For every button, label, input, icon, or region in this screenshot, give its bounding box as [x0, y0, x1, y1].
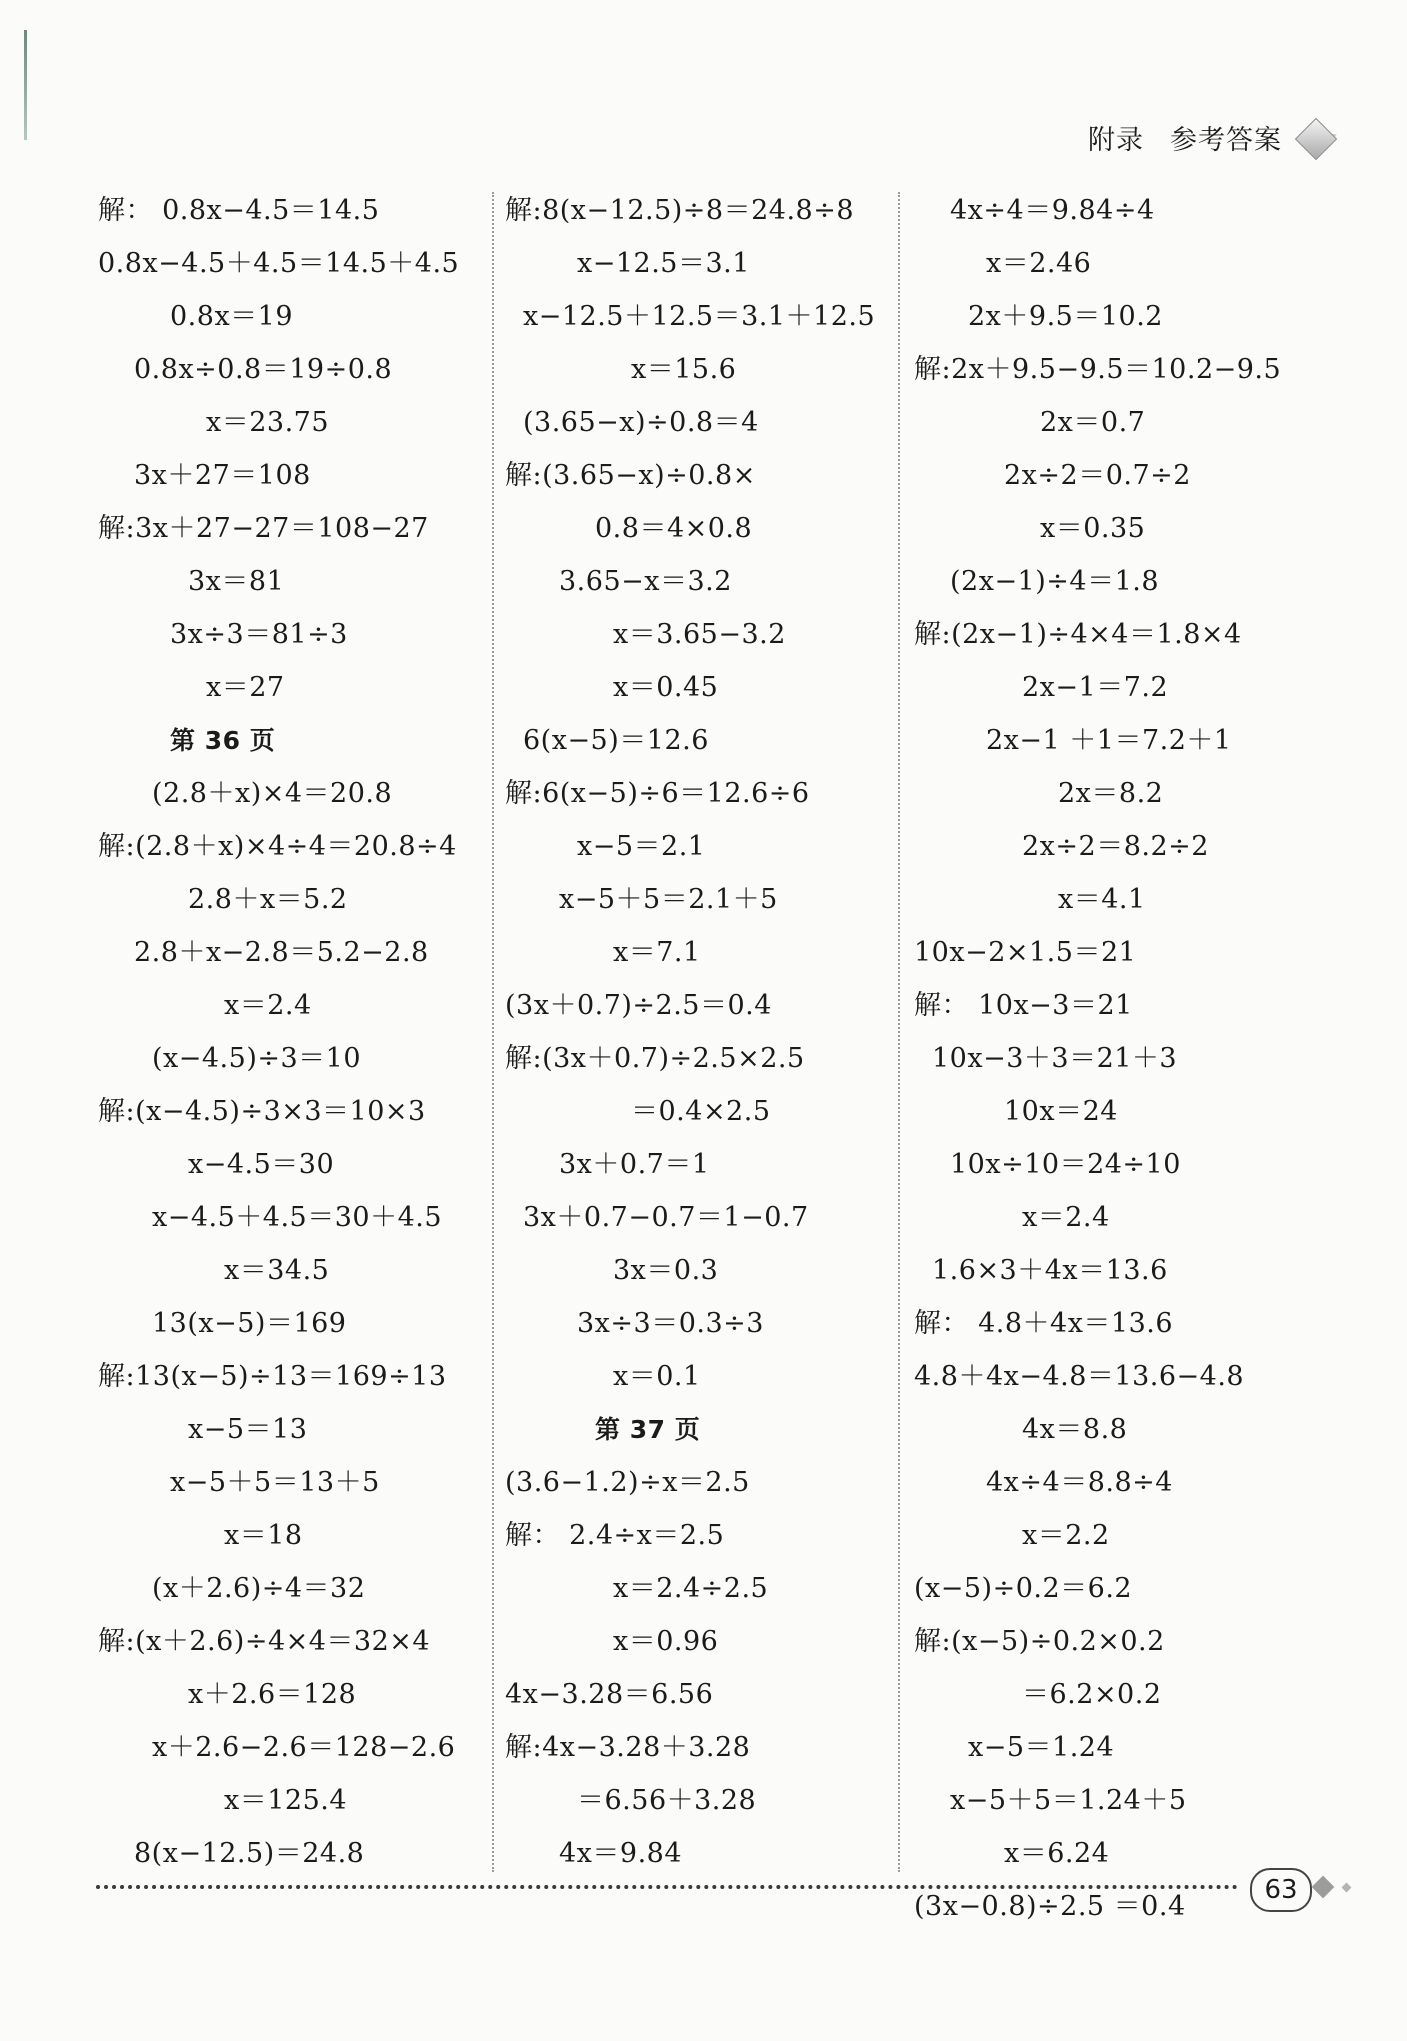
header-title: 参考答案 [1170, 125, 1282, 156]
section-heading: 第 36 页 [170, 726, 276, 755]
answer-column-2 [505, 184, 905, 1880]
equation-line: x−5＝2.1 [577, 831, 706, 862]
equation-line: (x＋2.6)÷4＝32 [152, 1573, 366, 1604]
equation-line: 10x÷10＝24÷10 [950, 1149, 1181, 1180]
column-divider [898, 192, 900, 1872]
equation-line: 10x−2×1.5＝21 [914, 937, 1137, 968]
equation-line: (3.65−x)÷0.8＝4 [523, 407, 759, 438]
equation-line: 2x＝8.2 [1058, 778, 1164, 809]
equation-line: 3x÷3＝81÷3 [170, 619, 348, 650]
equation-line: 解： 10x−3＝21 [914, 990, 1133, 1021]
equation-line: 0.8x−4.5＋4.5＝14.5＋4.5 [98, 248, 460, 279]
equation-line: x＝0.1 [613, 1361, 701, 1392]
equation-line: 2x＋9.5＝10.2 [968, 301, 1163, 332]
equation-line: 4x÷4＝8.8÷4 [986, 1467, 1173, 1498]
equation-line: 0.8＝4×0.8 [595, 513, 753, 544]
equation-line: 4.8＋4x−4.8＝13.6−4.8 [914, 1361, 1245, 1392]
equation-line: 解:6(x−5)÷6＝12.6÷6 [505, 778, 810, 809]
equation-line: x＝7.1 [613, 937, 701, 968]
equation-line: (x−5)÷0.2＝6.2 [914, 1573, 1133, 1604]
page-badge-dot-icon [1342, 1883, 1352, 1893]
equation-line: 4x−3.28＝6.56 [505, 1679, 714, 1710]
equation-line: x−5＋5＝1.24＋5 [950, 1785, 1187, 1816]
equation-line: 3x＋27＝108 [134, 460, 311, 491]
header-section: 附录 [1088, 125, 1144, 156]
equation-line: 解:3x＋27−27＝108−27 [98, 513, 429, 544]
equation-line: x＝0.96 [613, 1626, 719, 1657]
equation-line: (3.6−1.2)÷x＝2.5 [505, 1467, 750, 1498]
equation-line: 解： 2.4÷x＝2.5 [505, 1520, 725, 1551]
scan-edge [24, 30, 27, 140]
equation-line: x＝23.75 [206, 407, 330, 438]
equation-line: x−4.5＋4.5＝30＋4.5 [152, 1202, 443, 1233]
equation-line: 8(x−12.5)＝24.8 [134, 1838, 365, 1869]
equation-line: (2.8＋x)×4＝20.8 [152, 778, 393, 809]
equation-line: x＝2.2 [1022, 1520, 1110, 1551]
equation-line: 解:(2.8＋x)×4÷4＝20.8÷4 [98, 831, 457, 862]
equation-line: x＝18 [224, 1520, 303, 1551]
equation-line: 3x＋0.7＝1 [559, 1149, 710, 1180]
equation-line: 10x−3＋3＝21＋3 [932, 1043, 1178, 1074]
equation-line: 4x＝9.84 [559, 1838, 683, 1869]
equation-line: 解:(x−4.5)÷3×3＝10×3 [98, 1096, 426, 1127]
equation-line: 10x＝24 [1004, 1096, 1118, 1127]
equation-line: 解： 0.8x−4.5＝14.5 [98, 195, 380, 226]
equation-line: 6(x−5)＝12.6 [523, 725, 709, 756]
equation-line: 3x÷3＝0.3÷3 [577, 1308, 764, 1339]
equation-line: (2x−1)÷4＝1.8 [950, 566, 1160, 597]
equation-line: 解:(x＋2.6)÷4×4＝32×4 [98, 1626, 431, 1657]
equation-line: 解:(2x−1)÷4×4＝1.8×4 [914, 619, 1242, 650]
equation-line: 3x＋0.7−0.7＝1−0.7 [523, 1202, 809, 1233]
equation-line: 2.8＋x＝5.2 [188, 884, 348, 915]
equation-line: x＋2.6＝128 [188, 1679, 357, 1710]
equation-line: x＝34.5 [224, 1255, 330, 1286]
header-diamond-icon [1295, 118, 1337, 160]
equation-line: 4x＝8.8 [1022, 1414, 1128, 1445]
answer-column-1 [98, 184, 498, 1880]
page-badge-diamond-icon [1312, 1876, 1335, 1899]
equation-line: x＝15.6 [631, 354, 737, 385]
page-header [1088, 118, 1282, 157]
equation-line: 3x＝0.3 [613, 1255, 719, 1286]
equation-line: 解:(x−5)÷0.2×0.2 [914, 1626, 1165, 1657]
equation-line: 2.8＋x−2.8＝5.2−2.8 [134, 937, 429, 968]
equation-line: 解:13(x−5)÷13＝169÷13 [98, 1361, 447, 1392]
equation-line: ＝0.4×2.5 [631, 1096, 771, 1127]
equation-line: x＝125.4 [224, 1785, 348, 1816]
equation-line: 解:2x＋9.5−9.5＝10.2−9.5 [914, 354, 1282, 385]
equation-line: 13(x−5)＝169 [152, 1308, 347, 1339]
equation-line: x＝3.65−3.2 [613, 619, 786, 650]
equation-line: 2x÷2＝0.7÷2 [1004, 460, 1191, 491]
equation-line: 解:(3.65−x)÷0.8× [505, 460, 756, 491]
equation-line: x＝2.4 [224, 990, 312, 1021]
equation-line: x＝2.4÷2.5 [613, 1573, 769, 1604]
equation-line: x＝6.24 [1004, 1838, 1110, 1869]
equation-line: 2x＝0.7 [1040, 407, 1146, 438]
equation-line: x−5＋5＝13＋5 [170, 1467, 380, 1498]
equation-line: x＝2.4 [1022, 1202, 1110, 1233]
equation-line: x−5＋5＝2.1＋5 [559, 884, 778, 915]
equation-line: 4x÷4＝9.84÷4 [950, 195, 1155, 226]
equation-line: (3x−0.8)÷2.5 ＝0.4 [914, 1891, 1186, 1922]
equation-line: x＝27 [206, 672, 285, 703]
equation-line: 解:4x−3.28＋3.28 [505, 1732, 751, 1763]
equation-line: x−5＝13 [188, 1414, 308, 1445]
equation-line: 0.8x＝19 [170, 301, 294, 332]
equation-line: x−12.5＋12.5＝3.1＋12.5 [523, 301, 876, 332]
equation-line: x＋2.6−2.6＝128−2.6 [152, 1732, 456, 1763]
equation-line: 3x＝81 [188, 566, 285, 597]
equation-line: x＝0.45 [613, 672, 719, 703]
page-number: 63 [1250, 1868, 1312, 1912]
equation-line: ＝6.56＋3.28 [577, 1785, 757, 1816]
equation-line: 2x−1＝7.2 [1022, 672, 1169, 703]
section-heading: 第 37 页 [595, 1415, 701, 1444]
answer-column-3 [914, 184, 1314, 1933]
equation-line: 0.8x÷0.8＝19÷0.8 [134, 354, 393, 385]
footer-dotted-rule [96, 1885, 1238, 1889]
equation-line: ＝6.2×0.2 [1022, 1679, 1162, 1710]
equation-line: x−5＝1.24 [968, 1732, 1115, 1763]
column-divider [492, 192, 494, 1872]
equation-line: x＝0.35 [1040, 513, 1146, 544]
equation-line: 2x−1 ＋1＝7.2＋1 [986, 725, 1232, 756]
equation-line: (x−4.5)÷3＝10 [152, 1043, 362, 1074]
equation-line: 解:(3x＋0.7)÷2.5×2.5 [505, 1043, 805, 1074]
equation-line: 解： 4.8＋4x＝13.6 [914, 1308, 1174, 1339]
equation-line: x＝4.1 [1058, 884, 1146, 915]
equation-line: x−12.5＝3.1 [577, 248, 750, 279]
equation-line: x−4.5＝30 [188, 1149, 335, 1180]
equation-line: 2x÷2＝8.2÷2 [1022, 831, 1209, 862]
equation-line: (3x＋0.7)÷2.5＝0.4 [505, 990, 772, 1021]
equation-line: 1.6×3＋4x＝13.6 [932, 1255, 1168, 1286]
equation-line: x＝2.46 [986, 248, 1092, 279]
equation-line: 3.65−x＝3.2 [559, 566, 732, 597]
equation-line: 解:8(x−12.5)÷8＝24.8÷8 [505, 195, 855, 226]
